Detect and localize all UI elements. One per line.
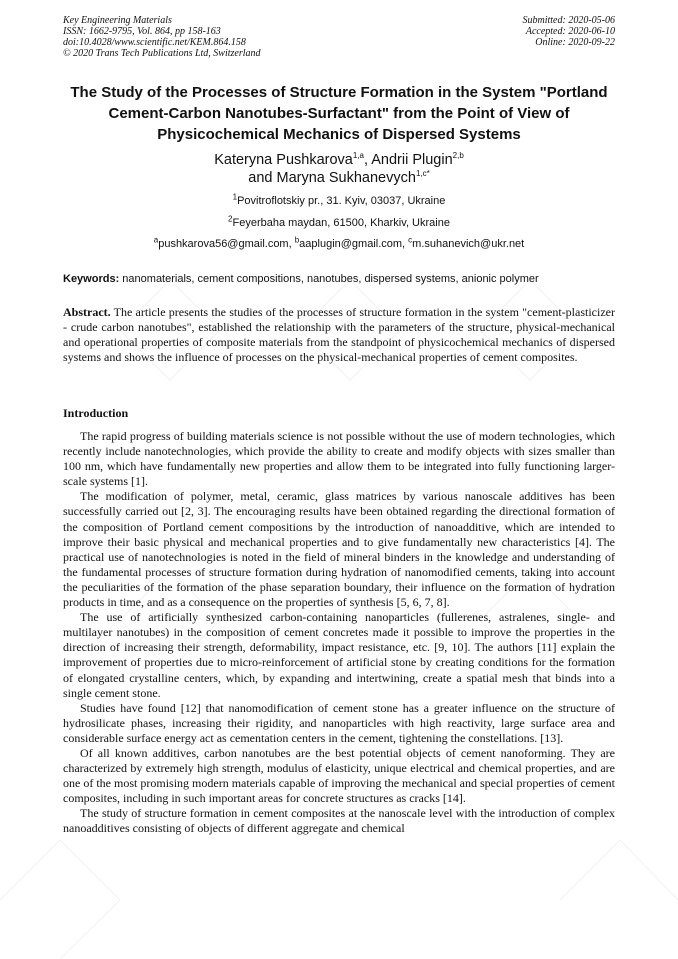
affiliation-1: [63, 192, 615, 207]
intro-paragraph: The modification of polymer, metal, ceramic, glass matrices by various nanoscale additives has been successfully carried out [2, 3]. The encouraging results have been obtained regarding the directional formation of the composition of Portland cement compositions by the introduction of nanoadditive, which are intended to improve their basic physical and mechanical properties and to give fundamentally new characteristics [4]. The practical use of nanotechnologies is noted in the field of mineral binders in the knowledge and understanding of the fundamental processes of structure formation during hydration of nanomodified cements, taking into account the peculiarities of the formation of the phase separation boundary, their influence on the formation of hydration products in time, and as a consequence on the properties of synthesis [5, 6, 7, 8].: [63, 489, 615, 610]
author-separator: ,: [363, 152, 372, 168]
intro-paragraph: The rapid progress of building materials science is not possible without the use of modern technologies, which recently include nanotechnologies, which provide the ability to create and modify objects with sizes smaller than 100 nm, which have fundamentally new properties and allow them to be integrated into fully functioning larger-scale systems [1].: [63, 429, 615, 489]
intro-paragraph: The use of artificially synthesized carbon-containing nanoparticles (fullerenes, astralenes, single- and multilayer nanotubes) in the composition of cement concretes made it possible to improve the properties in the direction of increasing their strength, deformability, impact resistance, etc. [9, 10]. The authors [11] explain the improvement of properties due to micro-reinforcement of artificial stone by creating conditions for the formation of elongated crystalline centers, which, by expanding and intertwining, create a spatial mesh that binds into a single cement stone.: [63, 610, 615, 700]
affiliation-2: [63, 214, 615, 229]
accepted-date: Accepted: 2020-06-10: [525, 26, 615, 37]
author-name: Maryna Sukhanevych: [276, 170, 416, 186]
affiliation-sup: 2: [228, 214, 233, 224]
email-link[interactable]: m.suhanevich@ukr.net: [412, 238, 525, 250]
keywords-text: nanomaterials, cement compositions, nanotubes, dispersed systems, anionic polymer: [119, 273, 539, 285]
intro-paragraph: Studies have found [12] that nanomodification of cement stone has a greater influence on the structure of hydrosilicate phases, increasing their rigidity, and nanoparticles with high reactivity, large surface area and considerable surface energy act as cementation centers in the cement, tightening the constellations. [13].: [63, 700, 615, 745]
affiliation-sup: 1: [232, 192, 238, 202]
paper-title: The Study of the Processes of Structure Formation in the System "Portland Cement-Carbon Nanotubes-Surfactant" from the Point of View of Physicochemical Mechanics of Dispersed Systems: [70, 84, 608, 143]
intro-paragraph: The study of structure formation in cement composites at the nanoscale level with the introduction of complex nanoadditives consisting of objects of different aggregate and chemical: [63, 806, 615, 836]
copyright-line: © 2020 Trans Tech Publications Ltd, Switzerland: [63, 48, 261, 59]
author-sup: 1,a: [352, 151, 364, 161]
email-sup: b: [294, 235, 300, 245]
email-sup: a: [153, 235, 159, 245]
submission-dates: [523, 15, 616, 48]
keywords: [63, 272, 623, 286]
online-date: Online: 2020-09-22: [535, 37, 615, 48]
section-heading-introduction: Introduction: [63, 406, 129, 420]
author-name: Andrii Plugin: [371, 152, 453, 168]
journal-info: [63, 15, 261, 59]
email-link[interactable]: pushkarova56@gmail.com,: [158, 238, 295, 250]
affiliation-text: Feyerbaha maydan, 61500, Kharkiv, Ukraine: [232, 217, 450, 229]
author-sup: 2,b: [452, 151, 464, 161]
doi-line: doi:10.4028/www.scientific.net/KEM.864.158: [63, 37, 246, 48]
introduction-body: [63, 429, 615, 837]
author-sup: 1,c*: [415, 169, 430, 179]
abstract-text: The article presents the studies of the processes of structure formation in the system "cement-plasticizer - crude carbon nanotubes", established the relationship with the parameters of the structure, physical-mechanical and operational properties of composite materials from the standpoint of physicochemical mechanics of dispersed systems and shows the influence of processes on the physical-mechanical properties of cement composites.: [63, 305, 615, 365]
abstract: [63, 305, 615, 365]
author-name: Kateryna Pushkarova: [214, 152, 353, 168]
submitted-date: Submitted: 2020-05-06: [522, 15, 615, 26]
email-sup: c: [408, 235, 413, 245]
affiliation-text: Povitroflotskiy pr., 31. Kyiv, 03037, Ukraine: [237, 195, 446, 207]
email-list: [63, 235, 615, 250]
intro-paragraph: Of all known additives, carbon nanotubes are the best potential objects of cement nanoforming. They are characterized by extremely high strength, modulus of elasticity, unique electrical and chemical properties, and are one of the most promising modern materials capable of improving the mechanical and special properties of cement composites, including in such important areas for concrete structures as cracks [14].: [63, 745, 615, 806]
author-list: [63, 151, 615, 187]
keywords-label: Keywords:: [63, 273, 120, 285]
issn-line: ISSN: 1662-9795, Vol. 864, pp 158-163: [63, 26, 221, 37]
email-link[interactable]: aaplugin@gmail.com,: [299, 238, 409, 250]
journal-name: Key Engineering Materials: [63, 15, 172, 26]
abstract-label: Abstract.: [63, 305, 111, 319]
author-and: and: [248, 170, 277, 186]
